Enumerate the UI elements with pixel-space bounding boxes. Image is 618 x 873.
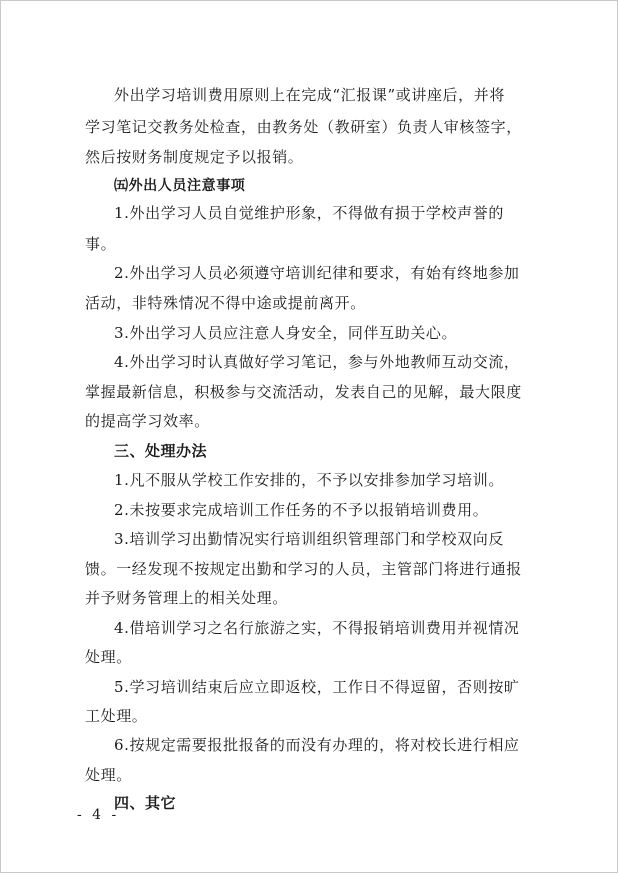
list-item: 3.培训学习出勤情况实行培训组织管理部门和学校双向反 [114, 530, 504, 548]
section-5-title: ㈤外出人员注意事项 [114, 178, 246, 194]
list-item-continuation: 事。 [85, 235, 117, 253]
list-item-continuation: 馈。一经发现不按规定出勤和学习的人员，主管部门将进行通报 [85, 560, 522, 578]
paragraph-line: 学习笔记交教务处检查，由教务处（教研室）负责人审核签字， [85, 118, 522, 136]
page-number: - 4 - [77, 807, 120, 823]
list-item-continuation: 的提高学习效率。 [85, 412, 210, 430]
list-item-continuation: 工处理。 [85, 707, 148, 725]
list-item-continuation: 处理。 [85, 648, 132, 666]
list-item: 4.借培训学习之名行旅游之实，不得报销培训费用并视情况 [114, 619, 520, 637]
list-item: 2.未按要求完成培训工作任务的不予以报销培训费用。 [114, 501, 489, 519]
paragraph-line: 然后按财务制度规定予以报销。 [85, 148, 304, 166]
list-item: 1.外出学习人员自觉维护形象，不得做有损于学校声誉的 [114, 204, 504, 222]
list-item: 1.凡不服从学校工作安排的，不予以安排参加学习培训。 [114, 471, 504, 489]
paragraph-line: 外出学习培训费用原则上在完成“汇报课”或讲座后，并将 [114, 86, 505, 104]
list-item-continuation: 处理。 [85, 766, 132, 784]
list-item-continuation: 活动，非特殊情况不得中途或提前离开。 [85, 294, 366, 312]
list-item: 2.外出学习人员必须遵守培训纪律和要求，有始有终地参加 [114, 264, 520, 282]
list-item: 4.外出学习时认真做好学习笔记，参与外地教师互动交流， [114, 353, 520, 371]
section-3-title: 三、处理办法 [114, 442, 208, 460]
list-item: 6.按规定需要报批报备的而没有办理的，将对校长进行相应 [114, 736, 520, 754]
list-item-continuation: 掌握最新信息，积极参与交流活动，发表自己的见解，最大限度 [85, 383, 522, 401]
section-4-title: 四、其它 [114, 794, 177, 812]
list-item: 3.外出学习人员应注意人身安全，同伴互助关心。 [114, 324, 458, 342]
list-item-continuation: 并予财务管理上的相关处理。 [85, 589, 288, 607]
list-item: 5.学习培训结束后应立即返校，工作日不得逗留，否则按旷 [114, 678, 520, 696]
